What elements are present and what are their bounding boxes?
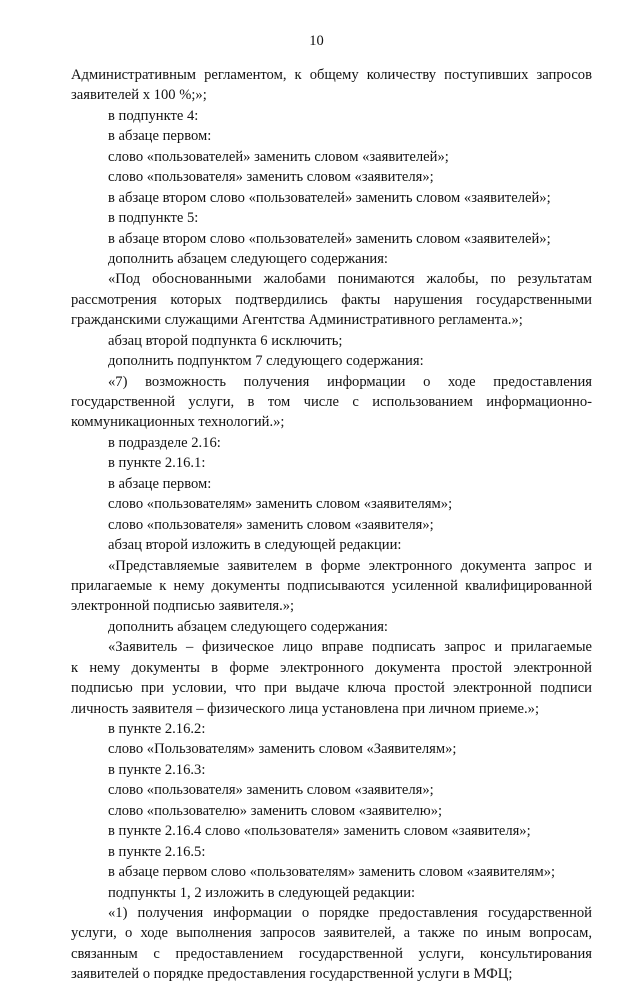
text-line: слово «пользователя» заменить словом «заявителя»;	[108, 782, 434, 799]
text-line: заявителей х 100 %;»;	[71, 87, 207, 104]
text-line: в пункте 2.16.4 слово «пользователя» заменить словом «заявителя»;	[108, 823, 531, 840]
text-line: государственной услуги, в том числе с использованием информационно-	[71, 394, 592, 410]
text-line: в абзаце первом:	[108, 475, 212, 492]
text-line: слово «Пользователям» заменить словом «Заявителям»;	[108, 741, 457, 758]
text-line: подписью при условии, что при выдаче ключа простой электронной подписи	[71, 680, 592, 697]
text-line: дополнить подпунктом 7 следующего содержания:	[108, 353, 424, 370]
text-line: в пункте 2.16.5:	[108, 843, 206, 860]
page-number: 10	[309, 33, 324, 49]
text-line: коммуникационных технологий.»;	[71, 414, 285, 431]
text-line: «1) получения информации о порядке предоставления государственной	[108, 904, 592, 921]
text-line: дополнить абзацем следующего содержания:	[108, 618, 388, 635]
text-line: заявителей о порядке предоставления государственной услуги в МФЦ;	[71, 966, 513, 983]
text-line: слово «пользователю» заменить словом «заявителю»;	[108, 802, 443, 819]
text-line: связанным с предоставлением государственной услуги, консультирования	[71, 945, 592, 962]
text-line: слово «пользователя» заменить словом «заявителя»;	[108, 516, 434, 533]
text-line: электронной подписью заявителя.»;	[71, 598, 295, 615]
text-line: абзац второй изложить в следующей редакции:	[108, 537, 402, 554]
text-line: в подразделе 2.16:	[108, 434, 221, 451]
document-body	[71, 65, 592, 985]
text-line: в пункте 2.16.1:	[108, 455, 206, 472]
text-line: «Заявитель – физическое лицо вправе подписать запрос и прилагаемые	[108, 639, 592, 656]
text-line: личность заявителя – физического лица установлена при личном приеме.»;	[71, 700, 540, 717]
text-line: в абзаце первом слово «пользователям» заменить словом «заявителям»;	[108, 864, 556, 881]
text-line: «Под обоснованными жалобами понимаются жалобы, по результатам	[108, 271, 592, 288]
text-line: в пункте 2.16.3:	[108, 761, 206, 778]
text-line: рассмотрения которых подтвердились факты нарушения государственными	[71, 291, 592, 308]
text-line: в подпункте 5:	[108, 210, 199, 227]
text-line: слово «пользователям» заменить словом «заявителям»;	[108, 496, 453, 513]
text-line: в абзаце втором слово «пользователей» заменить словом «заявителей»;	[108, 230, 551, 247]
text-line: в абзаце первом:	[108, 128, 212, 145]
text-line: в пункте 2.16.2:	[108, 721, 206, 737]
text-line: в подпункте 4:	[108, 107, 199, 124]
text-line: «Представляемые заявителем в форме электронного документа запрос и	[108, 557, 592, 574]
text-line: в абзаце втором слово «пользователей» заменить словом «заявителей»;	[108, 189, 551, 206]
text-line: услуги, о ходе выполнения запросов заявителей, а также по иным вопросам,	[71, 925, 592, 942]
text-line: абзац второй подпункта 6 исключить;	[108, 332, 343, 349]
text-line: «7) возможность получения информации о ходе предоставления	[108, 373, 592, 390]
text-line: слово «пользователей» заменить словом «заявителей»;	[108, 148, 449, 165]
text-line: прилагаемые к нему документы подписываются усиленной квалифицированной	[71, 577, 592, 594]
text-line: Административным регламентом, к общему количеству поступивших запросов	[71, 67, 592, 83]
text-line: слово «пользователя» заменить словом «заявителя»;	[108, 169, 434, 186]
text-line: к нему документы в форме электронного документа простой электронной	[71, 659, 592, 676]
text-line: дополнить абзацем следующего содержания:	[108, 250, 388, 267]
text-line: подпункты 1, 2 изложить в следующей редакции:	[108, 884, 416, 901]
text-line: гражданскими служащими Агентства Административного регламента.»;	[71, 312, 523, 329]
